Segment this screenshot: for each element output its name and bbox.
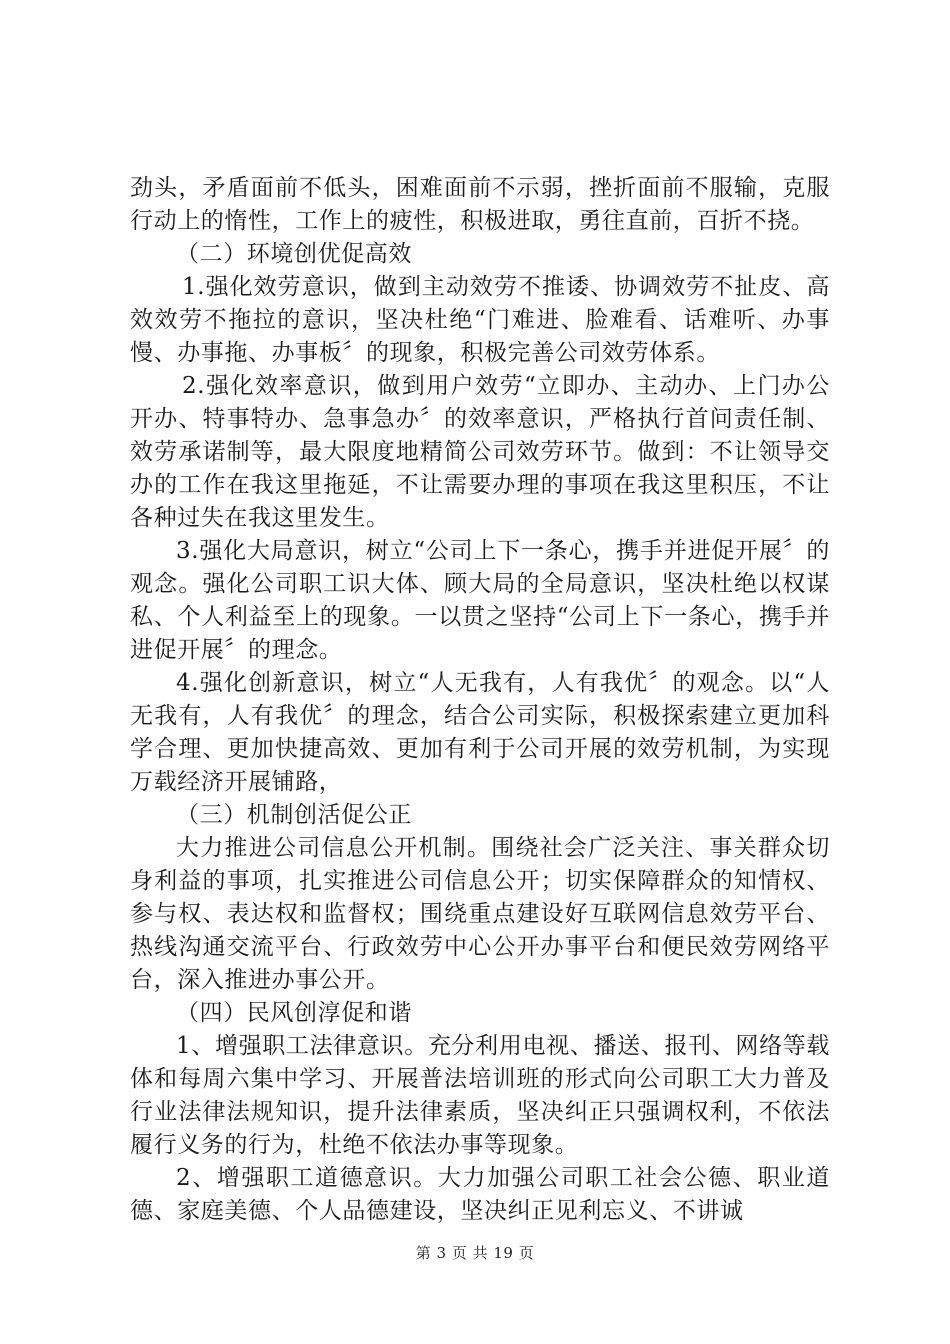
paragraph-service-awareness: 1.强化效劳意识，做到主动效劳不推诿、协调效劳不扯皮、高效效劳不拖拉的意识，坚决杜绝“门难进、脸难看、话难听、办事慢、办事拖、办事板〞的现象，积极完善公司效劳体系。 <box>130 274 830 366</box>
page-number-footer: 第 3 页 共 19 页 <box>415 1244 535 1262</box>
document-body <box>130 172 830 1228</box>
section-heading-4: （四）民风创淳促和谐 <box>176 1000 412 1026</box>
paragraph-continuation: 劲头，矛盾面前不低头，困难面前不示弱，挫折面前不服输，克服行动上的惰性，工作上的疲性，积极进取，勇往直前，百折不挠。 <box>130 175 830 234</box>
paragraph-moral-awareness: 2、增强职工道德意识。大力加强公司职工社会公德、职业道德、家庭美德、个人品德建设，坚决纠正见利忘义、不讲诚 <box>130 1165 830 1224</box>
paragraph-information-disclosure: 大力推进公司信息公开机制。围绕社会广泛关注、事关群众切身利益的事项，扎实推进公司信息公开；切实保障群众的知情权、参与权、表达权和监督权；围绕重点建设好互联网信息效劳平台、热线沟通交流平台、行政效劳中心公开办事平台和便民效劳网络平台，深入推进办事公开。 <box>130 835 830 993</box>
section-heading-2: （二）环境创优促高效 <box>176 241 412 267</box>
section-heading-3: （三）机制创活促公正 <box>176 802 412 828</box>
paragraph-legal-awareness: 1、增强职工法律意识。充分利用电视、播送、报刊、网络等载体和每周六集中学习、开展普法培训班的形式向公司职工大力普及行业法律法规知识，提升法律素质，坚决纠正只强调权利，不依法履行义务的行为，杜绝不依法办事等现象。 <box>130 1033 830 1158</box>
paragraph-overall-awareness: 3.强化大局意识，树立“公司上下一条心，携手并进促开展〞的观念。强化公司职工识大体、顾大局的全局意识，坚决杜绝以权谋私、个人利益至上的现象。一以贯之坚持“公司上下一条心，携手并进促开展〞的理念。 <box>130 538 830 663</box>
paragraph-innovation-awareness: 4.强化创新意识，树立“人无我有，人有我优〞的观念。以“人无我有，人有我优〞的理念，结合公司实际，积极探索建立更加科学合理、更加快捷高效、更加有利于公司开展的效劳机制，为实现万载经济开展铺路， <box>130 670 830 795</box>
paragraph-efficiency-awareness: 2.强化效率意识，做到用户效劳“立即办、主动办、上门办公开办、特事特办、急事急办〞的效率意识，严格执行首问责任制、效劳承诺制等，最大限度地精简公司效劳环节。做到：不让领导交办的工作在我这里拖延，不让需要办理的事项在我这里积压，不让各种过失在我这里发生。 <box>130 373 830 531</box>
